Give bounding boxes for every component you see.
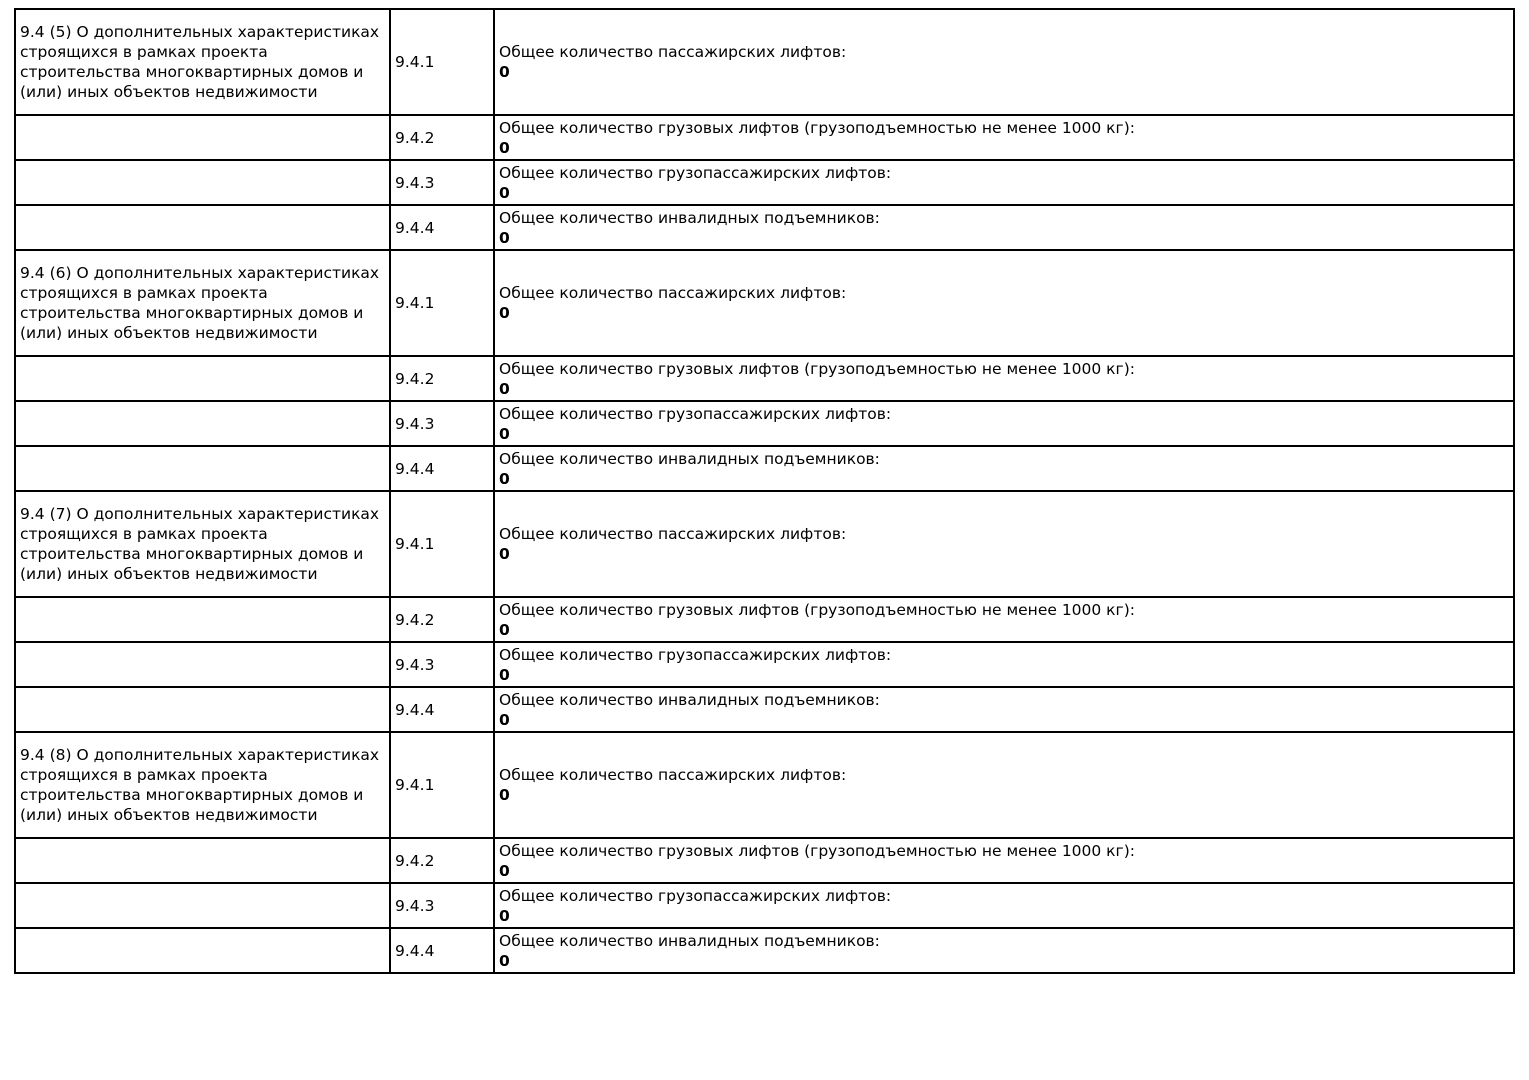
- row-number-cell: 9.4.4: [390, 687, 494, 732]
- row-content-cell: [494, 928, 1514, 973]
- table-row: [15, 732, 1514, 838]
- row-content-cell: [494, 597, 1514, 642]
- section-9-4-5: [15, 9, 1514, 250]
- row-number-cell: 9.4.4: [390, 928, 494, 973]
- empty-title-cell: [15, 597, 390, 642]
- row-content-cell: [494, 687, 1514, 732]
- row-label: Общее количество инвалидных подъемников:: [499, 208, 880, 227]
- row-label: Общее количество грузовых лифтов (грузоподъемностью не менее 1000 кг):: [499, 841, 1135, 860]
- declaration-table: [14, 8, 1515, 974]
- row-content-cell: [494, 250, 1514, 356]
- row-value: 0: [499, 861, 510, 880]
- row-label: Общее количество грузовых лифтов (грузоподъемностью не менее 1000 кг):: [499, 600, 1135, 619]
- row-number-cell: 9.4.1: [390, 491, 494, 597]
- row-value: 0: [499, 710, 510, 729]
- row-value: 0: [499, 138, 510, 157]
- row-value: 0: [499, 469, 510, 488]
- row-content-cell: [494, 732, 1514, 838]
- row-number-cell: 9.4.3: [390, 160, 494, 205]
- table-row: [15, 250, 1514, 356]
- empty-title-cell: [15, 928, 390, 973]
- empty-title-cell: [15, 115, 390, 160]
- row-number-cell: 9.4.3: [390, 642, 494, 687]
- empty-title-cell: [15, 160, 390, 205]
- table-row: [15, 642, 1514, 687]
- row-value: 0: [499, 379, 510, 398]
- row-content-cell: [494, 883, 1514, 928]
- row-content-cell: [494, 446, 1514, 491]
- row-label: Общее количество грузопассажирских лифтов:: [499, 645, 892, 664]
- row-label: Общее количество грузовых лифтов (грузоподъемностью не менее 1000 кг):: [499, 118, 1135, 137]
- row-number-cell: 9.4.4: [390, 205, 494, 250]
- row-label: Общее количество пассажирских лифтов:: [499, 525, 847, 543]
- row-number-cell: 9.4.4: [390, 446, 494, 491]
- row-value: 0: [499, 304, 510, 322]
- row-label: Общее количество грузопассажирских лифтов:: [499, 886, 892, 905]
- section-title-cell: 9.4 (5) О дополнительных характеристиках строящихся в рамках проекта строительства многоквартирных домов и (или) иных объектов недвижимости: [15, 9, 390, 115]
- table-row: [15, 115, 1514, 160]
- section-9-4-6: [15, 250, 1514, 491]
- row-label: Общее количество инвалидных подъемников:: [499, 449, 880, 468]
- empty-title-cell: [15, 401, 390, 446]
- row-value: 0: [499, 183, 510, 202]
- row-value: 0: [499, 620, 510, 639]
- table-row: [15, 205, 1514, 250]
- empty-title-cell: [15, 687, 390, 732]
- row-value: 0: [499, 228, 510, 247]
- row-value: 0: [499, 786, 510, 804]
- empty-title-cell: [15, 642, 390, 687]
- table-row: [15, 928, 1514, 973]
- empty-title-cell: [15, 838, 390, 883]
- section-9-4-7: [15, 491, 1514, 732]
- row-number-cell: 9.4.2: [390, 115, 494, 160]
- table-row: [15, 9, 1514, 115]
- row-label: Общее количество инвалидных подъемников:: [499, 690, 880, 709]
- row-label: Общее количество грузопассажирских лифтов:: [499, 404, 892, 423]
- row-number-cell: 9.4.3: [390, 401, 494, 446]
- row-content-cell: [494, 356, 1514, 401]
- section-9-4-8: [15, 732, 1514, 973]
- row-value: 0: [499, 906, 510, 925]
- row-value: 0: [499, 545, 510, 563]
- row-value: 0: [499, 63, 510, 81]
- row-content-cell: [494, 401, 1514, 446]
- table-row: [15, 160, 1514, 205]
- table-row: [15, 838, 1514, 883]
- row-number-cell: 9.4.3: [390, 883, 494, 928]
- empty-title-cell: [15, 205, 390, 250]
- table-row: [15, 597, 1514, 642]
- section-title-cell: 9.4 (6) О дополнительных характеристиках строящихся в рамках проекта строительства многоквартирных домов и (или) иных объектов недвижимости: [15, 250, 390, 356]
- row-label: Общее количество пассажирских лифтов:: [499, 766, 847, 784]
- empty-title-cell: [15, 446, 390, 491]
- row-value: 0: [499, 951, 510, 970]
- empty-title-cell: [15, 883, 390, 928]
- row-content-cell: [494, 491, 1514, 597]
- row-number-cell: 9.4.1: [390, 9, 494, 115]
- row-content-cell: [494, 838, 1514, 883]
- row-content-cell: [494, 642, 1514, 687]
- empty-title-cell: [15, 356, 390, 401]
- table-row: [15, 491, 1514, 597]
- row-value: 0: [499, 665, 510, 684]
- row-label: Общее количество грузовых лифтов (грузоподъемностью не менее 1000 кг):: [499, 359, 1135, 378]
- row-label: Общее количество пассажирских лифтов:: [499, 43, 847, 61]
- row-content-cell: [494, 205, 1514, 250]
- row-number-cell: 9.4.1: [390, 732, 494, 838]
- row-value: 0: [499, 424, 510, 443]
- row-label: Общее количество пассажирских лифтов:: [499, 284, 847, 302]
- row-number-cell: 9.4.1: [390, 250, 494, 356]
- section-title-cell: 9.4 (8) О дополнительных характеристиках строящихся в рамках проекта строительства многоквартирных домов и (или) иных объектов недвижимости: [15, 732, 390, 838]
- table-row: [15, 883, 1514, 928]
- table-row: [15, 401, 1514, 446]
- row-content-cell: [494, 160, 1514, 205]
- row-label: Общее количество грузопассажирских лифтов:: [499, 163, 892, 182]
- row-number-cell: 9.4.2: [390, 356, 494, 401]
- table-row: [15, 687, 1514, 732]
- row-content-cell: [494, 115, 1514, 160]
- row-content-cell: [494, 9, 1514, 115]
- table-row: [15, 446, 1514, 491]
- row-number-cell: 9.4.2: [390, 838, 494, 883]
- table-row: [15, 356, 1514, 401]
- section-title-cell: 9.4 (7) О дополнительных характеристиках строящихся в рамках проекта строительства многоквартирных домов и (или) иных объектов недвижимости: [15, 491, 390, 597]
- row-label: Общее количество инвалидных подъемников:: [499, 931, 880, 950]
- row-number-cell: 9.4.2: [390, 597, 494, 642]
